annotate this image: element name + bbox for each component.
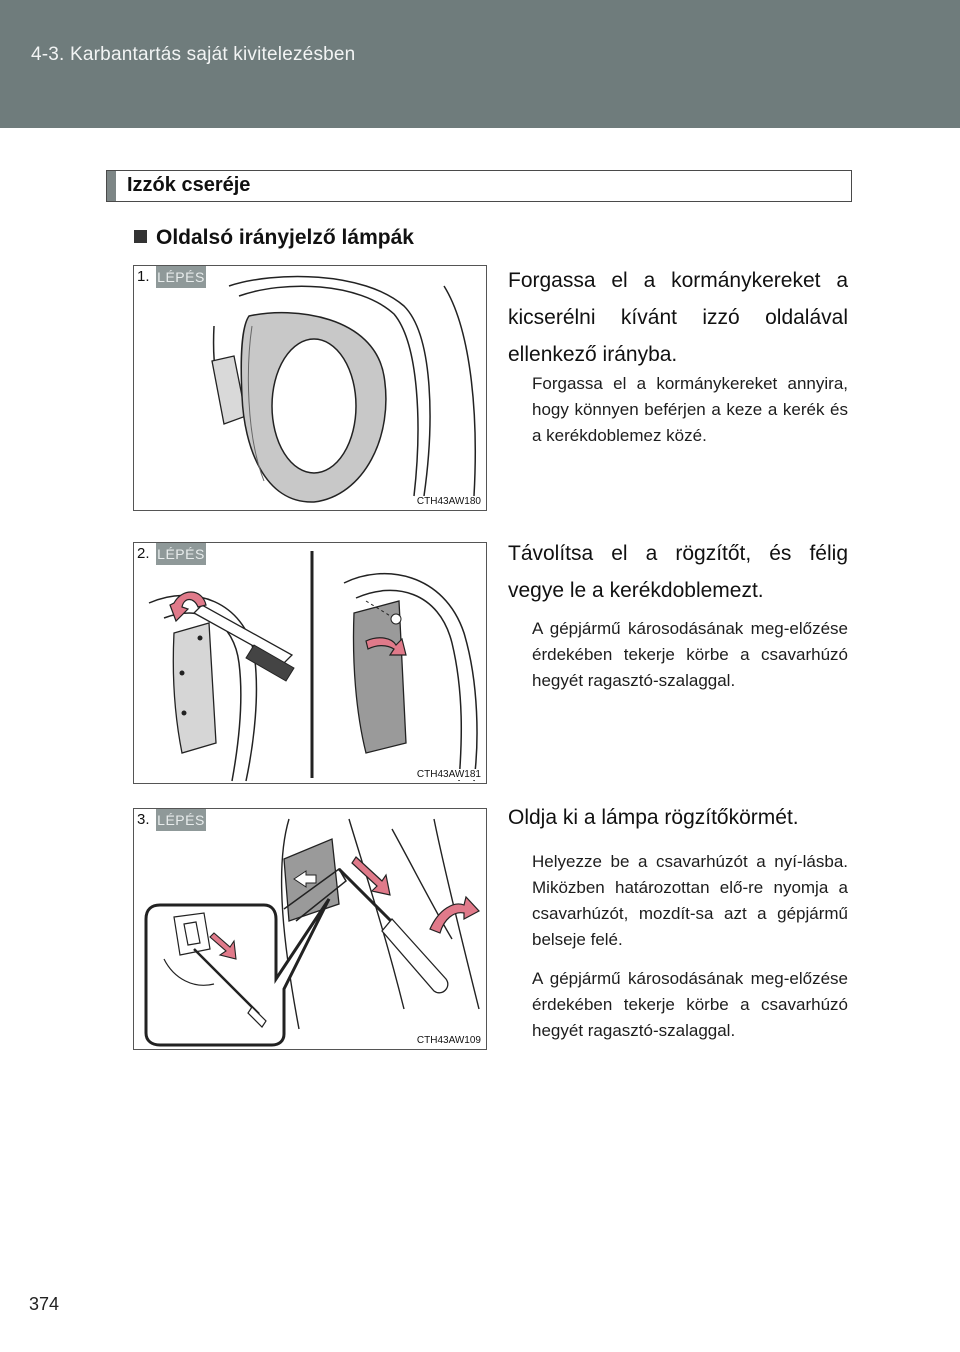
step-2-instruction: Távolítsa el a rögzítőt, és félig vegye le a kerékdoblemezt. (508, 542, 848, 602)
step-3-note-2: A gépjármű károsodásának meg-előzése érdekében tekerje körbe a csavarhúzó hegyét ragasztó-szalaggal. (532, 969, 848, 1040)
step-label: LÉPÉS (156, 266, 206, 288)
subsection-title: Oldalsó irányjelző lámpák (156, 226, 414, 249)
section-heading-box (106, 170, 852, 202)
remove-clip-illustration (134, 543, 486, 783)
step-1-instruction: Forgassa el a kormánykereket a kicserélni kívánt izzó oldalával ellenkező irányba. (508, 269, 848, 366)
figure-code: CTH43AW181 (416, 769, 481, 780)
wheel-turned-illustration (134, 266, 486, 510)
release-claw-illustration (134, 809, 486, 1049)
step-3-instruction: Oldja ki a lámpa rögzítőkörmét. (508, 806, 799, 829)
page-header (0, 0, 960, 128)
step-number: 1. (137, 268, 150, 285)
step-2-note: A gépjármű károsodásának meg-előzése érdekében tekerje körbe a csavarhúzó hegyét ragasztó-szalaggal. (532, 619, 848, 690)
square-bullet-icon (134, 230, 147, 243)
figure-code: CTH43AW109 (416, 1035, 481, 1046)
figure-code: CTH43AW180 (416, 496, 481, 507)
section-heading-bar (107, 171, 116, 201)
step-3-note-1: Helyezze be a csavarhúzót a nyí-lásba. Miközben határozottan elő-re nyomja a csavarhúzót, mozdít-sa azt a gépjármű belseje felé. (532, 852, 848, 949)
step-3-figure (133, 808, 487, 1050)
chapter-title: 4-3. Karbantartás saját kivitelezésben (31, 44, 356, 65)
step-1-figure (133, 265, 487, 511)
step-2-figure (133, 542, 487, 784)
step-label: LÉPÉS (156, 543, 206, 565)
step-label: LÉPÉS (156, 809, 206, 831)
step-number: 3. (137, 811, 150, 828)
step-number: 2. (137, 545, 150, 562)
subsection-heading (134, 226, 414, 250)
step-1-note: Forgassa el a kormánykereket annyira, hogy könnyen beférjen a keze a kerék és a kerékdoblemez közé. (532, 374, 848, 445)
page-number: 374 (29, 1294, 60, 1314)
section-title: Izzók cseréje (127, 174, 251, 196)
